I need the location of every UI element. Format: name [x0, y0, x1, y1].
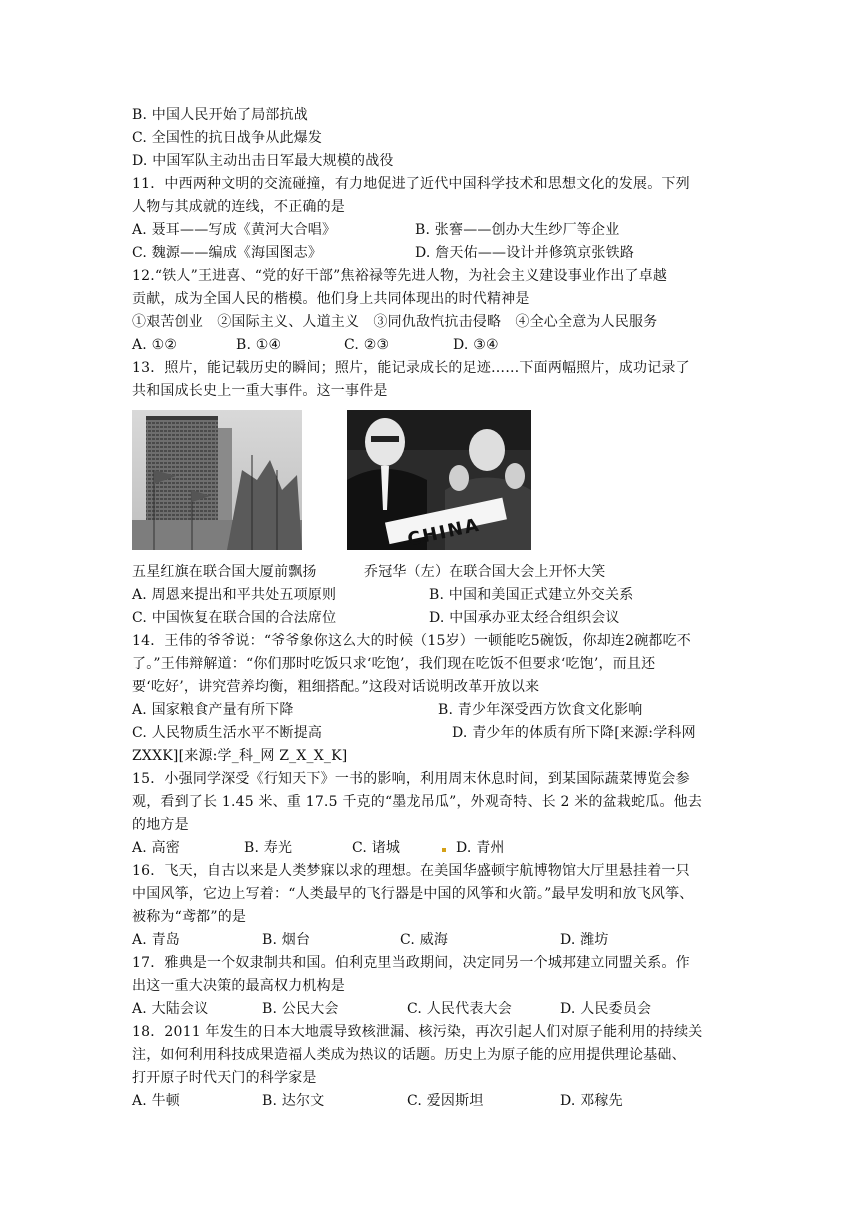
q12-stem-line-2: 贡献，成为全国人民的楷模。他们身上共同体现出的时代精神是 [132, 291, 530, 307]
q14-option-c: C. 人民物质生活水平不断提高 [132, 725, 323, 741]
q18-option-c: C. 爱因斯坦 [407, 1093, 484, 1109]
q14-option-d: D. 青少年的体质有所下降[来源:学科网 [452, 725, 696, 741]
q18-stem-line-3: 打开原子时代天门的科学家是 [132, 1070, 317, 1086]
q15-option-c: C. 诸城 [352, 840, 401, 856]
q10-option-d: D. 中国军队主动出击日军最大规模的战役 [132, 153, 394, 169]
q12-option-a: A. ①② [132, 337, 178, 353]
photo-caption-left: 五星红旗在联合国大厦前飘扬 [132, 564, 317, 580]
q11-option-a: A. 聂耳——写成《黄河大合唱》 [132, 222, 337, 238]
q15-option-b: B. 寿光 [244, 840, 293, 856]
source-watermark-text: ZXXK][来源:学_科_网 Z_X_X_K] [132, 748, 348, 764]
q12-option-b: B. ①④ [236, 337, 282, 353]
q16-option-c: C. 威海 [400, 932, 449, 948]
china-nameplate: CHINA [405, 514, 483, 550]
q13-option-d: D. 中国承办亚太经合组织会议 [429, 610, 620, 626]
q12-option-d: D. ③④ [453, 337, 499, 353]
q15-stem-line-2: 观，看到了长 1.45 米、重 17.5 千克的“墨龙吊瓜”，外观奇特、长 2 米的盆栽蛇瓜。他去 [132, 794, 703, 810]
q13-option-c: C. 中国恢复在联合国的合法席位 [132, 610, 337, 626]
q17-option-a: A. 大陆会议 [132, 1001, 209, 1017]
q11-option-c: C. 魏源——编成《海国图志》 [132, 245, 323, 261]
q13-stem-line-1: 13．照片，能记载历史的瞬间；照片，能记录成长的足迹……下面两幅照片，成功记录了 [132, 360, 690, 376]
q11-stem-line-1: 11．中西两种文明的交流碰撞，有力地促进了近代中国科学技术和思想文化的发展。下列 [132, 176, 690, 192]
q15-option-a: A. 高密 [132, 840, 181, 856]
q11-option-d: D. 詹天佑——设计并修筑京张铁路 [415, 245, 635, 261]
q17-option-c: C. 人民代表大会 [407, 1001, 512, 1017]
q15-stem-line-3: 的地方是 [132, 817, 189, 833]
q17-stem-line-2: 出这一重大决策的最高权力机构是 [132, 978, 345, 994]
q18-option-b: B. 达尔文 [262, 1093, 325, 1109]
q18-stem-line-2: 注，如何利用科技成果造福人类成为热议的话题。历史上为原子能的应用提供理论基础、 [132, 1047, 686, 1063]
q18-stem-line-1: 18．2011 年发生的日本大地震导致核泄漏、核污染，再次引起人们对原子能利用的持续关 [132, 1024, 703, 1040]
q11-option-b: B. 张謇——创办大生纱厂等企业 [415, 222, 620, 238]
q17-stem-line-1: 17．雅典是一个奴隶制共和国。伯利克里当政期间，决定同另一个城邦建立同盟关系。作 [132, 955, 690, 971]
q18-option-d: D. 邓稼先 [560, 1093, 623, 1109]
q14-stem-line-2: 了。”王伟辩解道：“你们那时吃饭只求‘吃饱’，我们现在吃饭不但要求‘吃饱’，而且还 [132, 656, 656, 672]
q12-items: ①艰苦创业 ②国际主义、人道主义 ③同仇敌忾抗击侵略 ④全心全意为人民服务 [132, 314, 658, 330]
q16-stem-line-1: 16．飞天，自古以来是人类梦寐以求的理想。在美国华盛顿宇航博物馆大厅里悬挂着一只 [132, 863, 690, 879]
q15-option-d: D. 青州 [456, 840, 505, 856]
q16-stem-line-3: 被称为“鸢都”的是 [132, 909, 247, 925]
q17-option-b: B. 公民大会 [262, 1001, 339, 1017]
q12-stem-line-1: 12.“铁人”王进喜、“党的好干部”焦裕禄等先进人物，为社会主义建设事业作出了卓越 [132, 268, 668, 284]
marker-dot [442, 848, 446, 852]
q16-option-b: B. 烟台 [262, 932, 311, 948]
qiao-guanhua-photo [347, 410, 531, 550]
q13-option-b: B. 中国和美国正式建立外交关系 [429, 587, 634, 603]
q14-option-b: B. 青少年深受西方饮食文化影响 [438, 702, 643, 718]
photo-caption-right: 乔冠华（左）在联合国大会上开怀大笑 [364, 564, 606, 580]
q12-option-c: C. ②③ [344, 337, 390, 353]
q13-stem-line-2: 共和国成长史上一重大事件。这一事件是 [132, 383, 388, 399]
q13-option-a: A. 周恩来提出和平共处五项原则 [132, 587, 337, 603]
q17-option-d: D. 人民委员会 [560, 1001, 652, 1017]
q16-option-d: D. 潍坊 [560, 932, 609, 948]
q10-option-c: C. 全国性的抗日战争从此爆发 [132, 130, 323, 146]
q16-option-a: A. 青岛 [132, 932, 181, 948]
q15-stem-line-1: 15．小强同学深受《行知天下》一书的影响，利用周末休息时间，到某国际蔬菜博览会参 [132, 771, 690, 787]
q18-option-a: A. 牛顿 [132, 1093, 181, 1109]
q10-option-b: B. 中国人民开始了局部抗战 [132, 107, 308, 123]
q16-stem-line-2: 中国风筝，它边上写着：“人类最早的飞行器是中国的风筝和火箭。”最早发明和放飞风筝、 [132, 886, 694, 902]
un-building-photo [132, 410, 302, 550]
q11-stem-line-2: 人物与其成就的连线，不正确的是 [132, 199, 345, 215]
q14-stem-line-1: 14．王伟的爷爷说：“爷爷象你这么大的时候（15岁）一顿能吃5碗饭，你却连2碗都吃不 [132, 633, 691, 649]
q14-option-a: A. 国家粮食产量有所下降 [132, 702, 294, 718]
q14-stem-line-3: 要‘吃好’，讲究营养均衡，粗细搭配。”这段对话说明改革开放以来 [132, 679, 540, 695]
